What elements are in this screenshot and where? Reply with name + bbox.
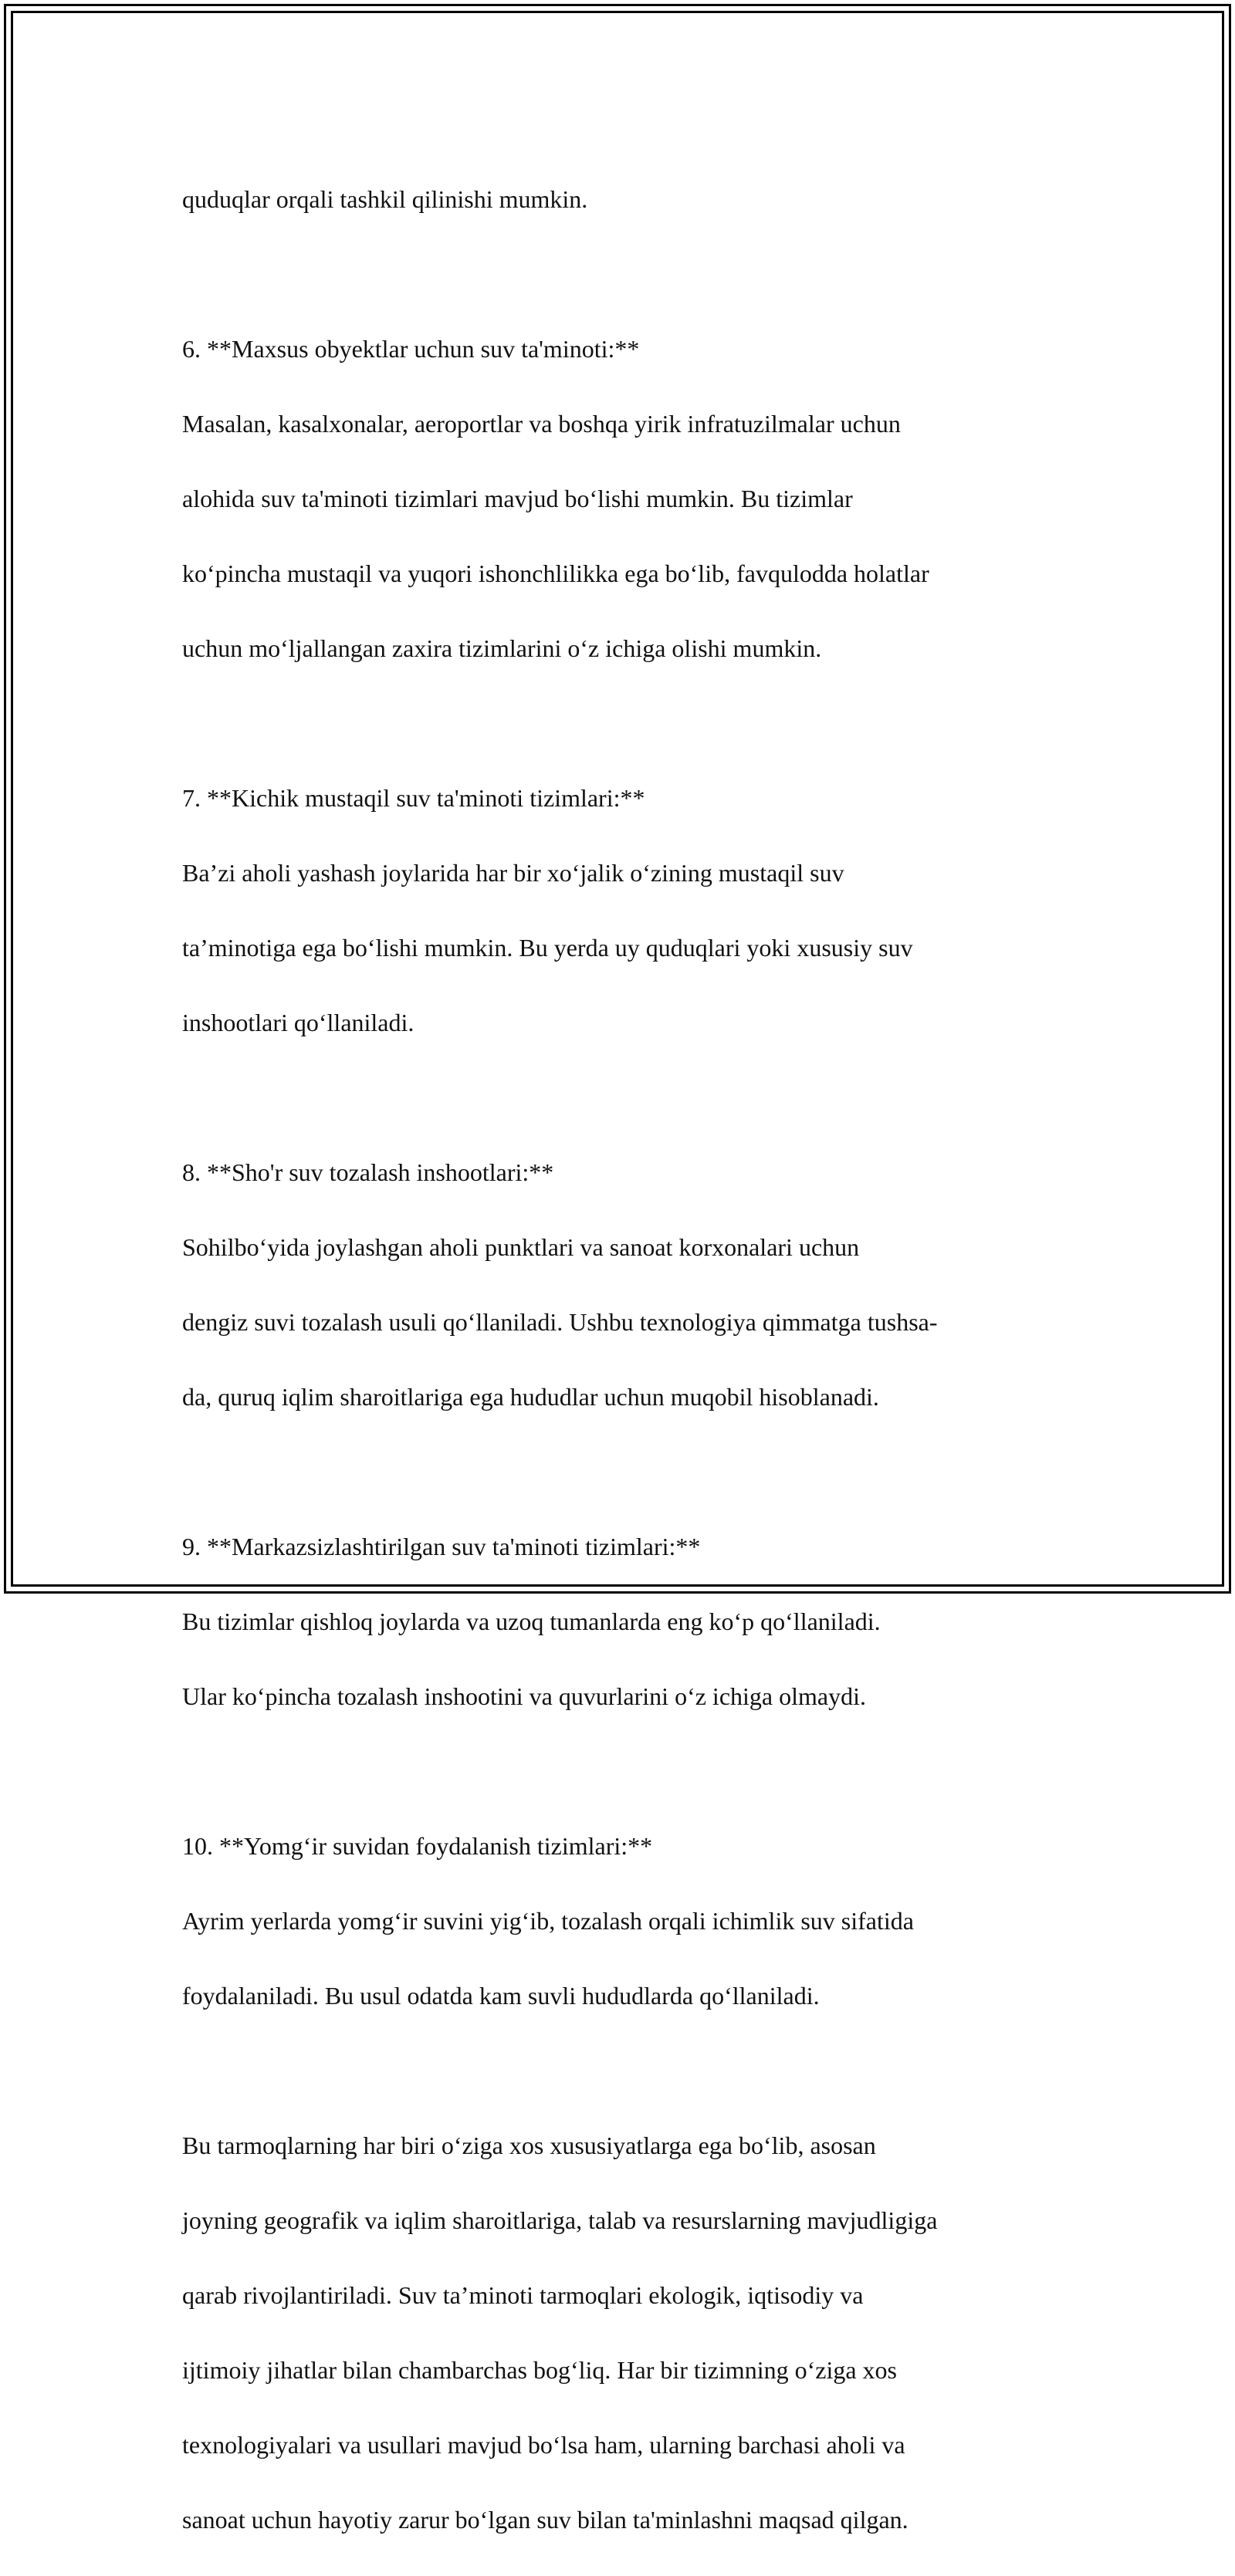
text-line: Masalan, kasalxonalar, aeroportlar va boshqa yirik infratuzilmalar uchun xyxy=(182,409,901,438)
text-line: joyning geografik va iqlim sharoitlariga, talab va resurslarning mavjudligiga xyxy=(182,2206,938,2234)
text-line: ijtimoiy jihatlar bilan chambarchas bog‘liq. Har bir tizimning o‘ziga xos xyxy=(182,2355,897,2384)
text-line: da, quruq iqlim sharoitlariga ega hududlar uchun muqobil hisoblanadi. xyxy=(182,1382,879,1411)
text-line: inshootlari qo‘llaniladi. xyxy=(182,1008,414,1036)
list-item-heading: 9. **Markazsizlashtirilgan suv ta'minoti tizimlari:** xyxy=(182,1532,701,1560)
text-line: quduqlar orqali tashkil qilinishi mumkin. xyxy=(182,184,588,213)
text-line: qarab rivojlantiriladi. Suv ta’minoti tarmoqlari ekologik, iqtisodiy va xyxy=(182,2280,864,2309)
text-line: uchun mo‘ljallangan zaxira tizimlarini o‘z ichiga olishi mumkin. xyxy=(182,634,822,662)
text-line: ta’minotiga ega bo‘lishi mumkin. Bu yerda uy quduqlari yoki xususiy suv xyxy=(182,933,913,962)
list-item-9 xyxy=(182,1490,1070,1753)
text-line: dengiz suvi tozalash usuli qo‘llaniladi. Ushbu texnologiya qimmatga tushsa- xyxy=(182,1307,938,1336)
text-line: alohida suv ta'minoti tizimlari mavjud bo‘lishi mumkin. Bu tizimlar xyxy=(182,484,853,512)
text-line: Ayrim yerlarda yomg‘ir suvini yig‘ib, tozalash orqali ichimlik suv sifatida xyxy=(182,1906,914,1935)
paragraph-continuation xyxy=(182,143,1070,255)
list-item-6 xyxy=(182,292,1070,705)
list-item-heading: 8. **Sho'r suv tozalash inshootlari:** xyxy=(182,1158,554,1186)
text-line: Ba’zi aholi yashash joylarida har bir xo‘jalik o‘zining mustaqil suv xyxy=(182,858,844,887)
text-line: Bu tarmoqlarning har biri o‘ziga xos xususiyatlarga ega bo‘lib, asosan xyxy=(182,2131,876,2159)
list-item-7 xyxy=(182,742,1070,1079)
list-item-heading: 7. **Kichik mustaqil suv ta'minoti tizimlari:** xyxy=(182,783,645,812)
conclusion-paragraph xyxy=(182,2089,1070,2576)
text-line: Ular ko‘pincha tozalash inshootini va quvurlarini o‘z ichiga olmaydi. xyxy=(182,1682,866,1710)
text-line: ko‘pincha mustaqil va yuqori ishonchlilikka ega bo‘lib, favqulodda holatlar xyxy=(182,559,929,587)
list-item-10 xyxy=(182,1790,1070,2052)
text-line: Sohilbo‘yida joylashgan aholi punktlari va sanoat korxonalari uchun xyxy=(182,1232,860,1261)
list-item-heading: 6. **Maxsus obyektlar uchun suv ta'minoti:** xyxy=(182,334,640,363)
text-line: foydalaniladi. Bu usul odatda kam suvli hududlarda qo‘llaniladi. xyxy=(182,1981,820,2010)
list-item-8 xyxy=(182,1116,1070,1453)
text-line: Bu tizimlar qishloq joylarda va uzoq tumanlarda eng ko‘p qo‘llaniladi. xyxy=(182,1607,881,1635)
text-line: sanoat uchun hayotiy zarur bo‘lgan suv bilan ta'minlashni maqsad qilgan. xyxy=(182,2505,908,2534)
list-item-heading: 10. **Yomg‘ir suvidan foydalanish tizimlari:** xyxy=(182,1831,653,1860)
text-line: texnologiyalari va usullari mavjud bo‘lsa ham, ularning barchasi aholi va xyxy=(182,2430,905,2459)
document-body xyxy=(182,143,1070,2576)
